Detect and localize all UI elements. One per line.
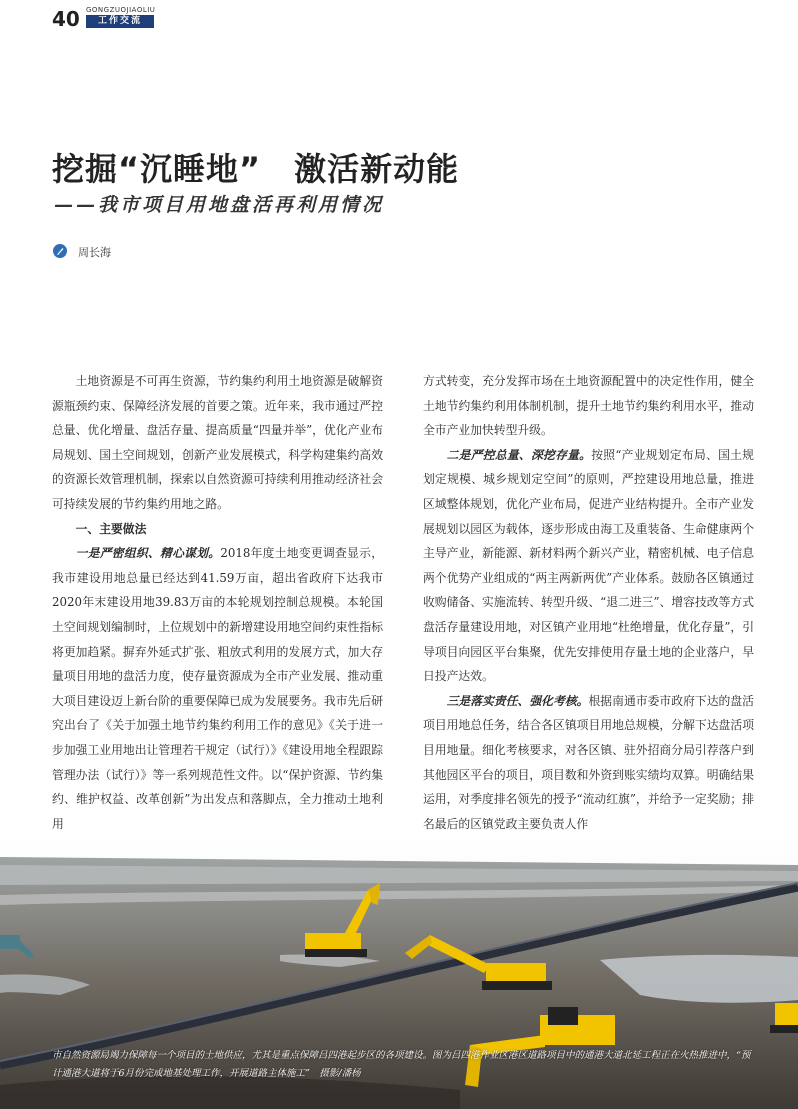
article-title: 挖掘“沉睡地” 激活新动能 [52,150,460,188]
paragraph-text: 方式转变，充分发挥市场在土地资源配置中的决定性作用，健全土地节约集约利用体制机制，提升土地节约集约利用水平，推动全市产业加快转型升级。 [423,374,754,438]
paragraph-lead: 二是严控总量、深挖存量。 [446,447,592,462]
body-paragraph [52,541,383,836]
body-paragraph [423,443,754,689]
photo-caption: 市自然资源局竭力保障每一个项目的土地供应，尤其是重点保障吕四港起步区的各项建设。图为吕四港作业区港区道路项目中的通港大道北延工程正在火热推进中，“预计通港大道将于6月份完成地基处理工作，开展道路主体施工” 摄影/潘杨 [52,1050,751,1079]
body-column-left [52,369,383,836]
paragraph-text: 2018年度土地变更调查显示，我市建设用地总量已经达到41.59万亩，超出省政府下达我市2020年末建设用地39.83万亩的本轮规划控制总规模。本轮国土空间规划编制时，上位规划中的新增建设用地空间约束性指标将更加趋紧。摒弃外延式扩张、粗放式利用的发展方式，加大存量项目用地的盘活力度，使存量资源成为全市产业发展、推动重大项目建设迈上新台阶的重要保障已成为发展要务。我市先后研究出台了《关于加强土地节约集约利用工作的意见》《关于进一步加强工业用地出让管理若干规定（试行）》《建设用地全程跟踪管理办法（试行）》等一系列规范性文件。以“保护资源、节约集约、维护权益、改革创新”为出发点和落脚点，全力推动土地利用 [52,546,383,831]
body-paragraph [423,369,754,443]
paragraph-text: 根据南通市委市政府下达的盘活项目用地总任务，结合各区镇项目用地总规模，分解下达盘活项目用地量。细化考核要求，对各区镇、驻外招商分局引荐落户到其他园区平台的项目，项目数和外资到账实绩均双算。明确结果运用，对季度排名领先的授予“流动红旗”，并给予一定奖励；排名最后的区镇党政主要负责人作 [423,693,754,831]
paragraph-lead: 三是落实责任、强化考核。 [446,693,589,708]
article-author: 周长海 [78,246,111,259]
section-label: 工作交流 [86,15,154,28]
article-subtitle: ——我市项目用地盘活再利用情况 [54,194,385,216]
section-heading: 一、主要做法 [75,521,147,536]
body-paragraph [52,369,383,517]
paragraph-text: 按照“产业规划定布局、国土规划定规模、城乡规划定空间”的原则，严控建设用地总量，推进区域整体规划，优化产业布局，促进产业结构提升。全市产业发展规划以园区为载体，逐步形成由海工及重装备、生命健康两个主导产业，新能源、新材料两个新兴产业，精密机械、电子信息两个优势产业组成的“两主两新两优”产业体系。鼓励各区镇通过收购储备、实施流转、转型升级、“退二进三”、增容技改等方式盘活存量建设用地，对区镇产业用地“杜绝增量，优化存量”，引导项目向园区平台集聚，优先安排使用存量土地的企业落户，早日投产达效。 [423,447,754,684]
body-paragraph [423,689,754,837]
body-column-right [423,369,754,836]
pen-icon [53,244,67,258]
paragraph-text: 土地资源是不可再生资源，节约集约利用土地资源是破解资源瓶颈约束、保障经济发展的首要之策。近年来，我市通过严控总量、优化增量、盘活存量、提高质量“四量并举”，优化产业布局规划、国土空间规划，创新产业发展模式，科学构建集约高效的资源长效管理机制，探索以自然资源可持续利用推动经济社会可持续发展的节约集约用地之路。 [52,374,383,511]
page-number: 40 [52,7,80,31]
section-pinyin: GONGZUOJIAOLIU [86,6,156,14]
paragraph-lead: 一是严密组织、精心谋划。 [75,546,221,561]
